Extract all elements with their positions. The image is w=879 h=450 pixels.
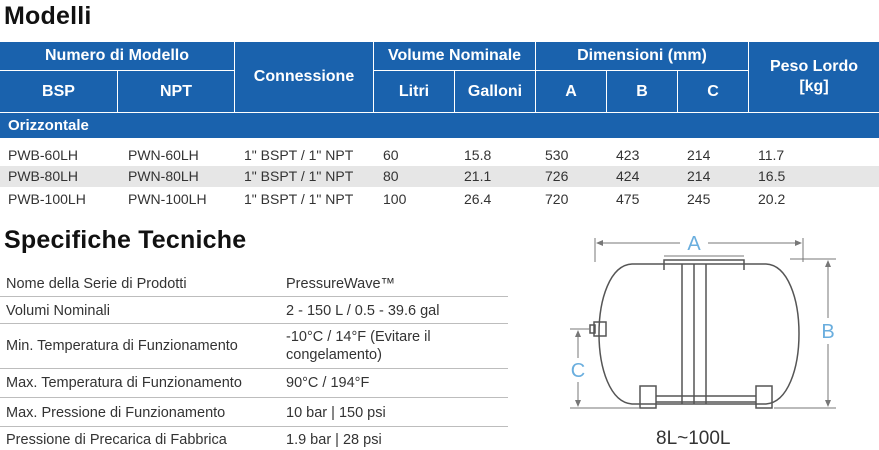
spec-value: 90°C / 194°F — [286, 375, 370, 391]
cell-dim-b: 424 — [616, 168, 640, 184]
table-row — [0, 166, 879, 187]
spec-value: -10°C / 14°F (Evitare il congelamento) — [286, 329, 431, 363]
cell-weight: 16.5 — [758, 168, 786, 184]
header-liters: Litri — [374, 71, 455, 112]
header-dim-c: C — [678, 71, 749, 112]
cell-gallons: 26.4 — [464, 191, 492, 207]
cell-dim-a: 726 — [545, 168, 569, 184]
header-nominal-volume: Volume Nominale — [374, 42, 536, 71]
models-title: Modelli — [4, 2, 92, 30]
header-weight-line1: Peso Lordo — [769, 58, 858, 75]
spec-row-series — [0, 270, 508, 297]
header-weight-line2: [kg] — [799, 78, 829, 95]
cell-gallons: 21.1 — [464, 168, 492, 184]
cell-connection: 1" BSPT / 1" NPT — [244, 191, 354, 207]
spec-row-min-temp — [0, 324, 508, 369]
spec-value: 10 bar | 150 psi — [286, 405, 386, 421]
spec-row-volumes — [0, 297, 508, 324]
spec-label: Volumi Nominali — [6, 303, 110, 319]
header-gallons: Galloni — [455, 71, 536, 112]
spec-row-precharge — [0, 427, 508, 450]
cell-dim-b: 475 — [616, 191, 640, 207]
cell-bsp: PWB-80LH — [8, 168, 79, 184]
cell-dim-c: 214 — [687, 168, 711, 184]
spec-label: Min. Temperatura di Funzionamento — [6, 338, 238, 354]
cell-weight: 20.2 — [758, 191, 786, 207]
header-bsp: BSP — [0, 71, 118, 112]
cell-liters: 80 — [383, 168, 399, 184]
spec-label: Max. Temperatura di Funzionamento — [6, 375, 242, 391]
spec-label: Pressione di Precarica di Fabbrica — [6, 432, 227, 448]
tank-diagram — [560, 226, 879, 450]
cell-dim-a: 530 — [545, 147, 569, 163]
cell-npt: PWN-100LH — [128, 191, 207, 207]
header-dimensions: Dimensioni (mm) — [536, 42, 749, 71]
header-npt: NPT — [118, 71, 235, 112]
spec-value: 2 - 150 L / 0.5 - 39.6 gal — [286, 303, 440, 319]
cell-dim-b: 423 — [616, 147, 640, 163]
dimension-c — [570, 329, 640, 408]
cell-npt: PWN-60LH — [128, 147, 199, 163]
cell-npt: PWN-80LH — [128, 168, 199, 184]
diagram-caption: 8L~100L — [656, 428, 731, 449]
tank-body — [590, 256, 799, 408]
table-row — [0, 145, 879, 166]
cell-dim-c: 245 — [687, 191, 711, 207]
label-c: C — [570, 360, 586, 382]
cell-dim-c: 214 — [687, 147, 711, 163]
header-weight — [749, 42, 879, 112]
specs-title: Specifiche Tecniche — [4, 226, 247, 254]
header-connection: Connessione — [235, 42, 374, 112]
spec-row-max-temp — [0, 369, 508, 398]
spec-label: Max. Pressione di Funzionamento — [6, 405, 226, 421]
cell-liters: 60 — [383, 147, 399, 163]
header-dim-a: A — [536, 71, 607, 112]
label-b: B — [821, 321, 835, 343]
cell-connection: 1" BSPT / 1" NPT — [244, 168, 354, 184]
cell-connection: 1" BSPT / 1" NPT — [244, 147, 354, 163]
spec-value: 1.9 bar | 28 psi — [286, 432, 382, 448]
spec-value: PressureWave™ — [286, 276, 396, 292]
cell-bsp: PWB-100LH — [8, 191, 86, 207]
cell-bsp: PWB-60LH — [8, 147, 79, 163]
dimension-a — [595, 233, 803, 262]
table-row — [0, 189, 879, 210]
label-a: A — [687, 233, 701, 255]
section-horizontal: Orizzontale — [0, 113, 879, 138]
spec-label: Nome della Serie di Prodotti — [6, 276, 187, 292]
cell-weight: 11.7 — [758, 147, 785, 163]
cell-liters: 100 — [383, 191, 407, 207]
header-model-number: Numero di Modello — [0, 42, 235, 71]
cell-dim-a: 720 — [545, 191, 569, 207]
spec-row-max-pressure — [0, 398, 508, 427]
dimension-b — [774, 259, 836, 408]
header-dim-b: B — [607, 71, 678, 112]
cell-gallons: 15.8 — [464, 147, 492, 163]
